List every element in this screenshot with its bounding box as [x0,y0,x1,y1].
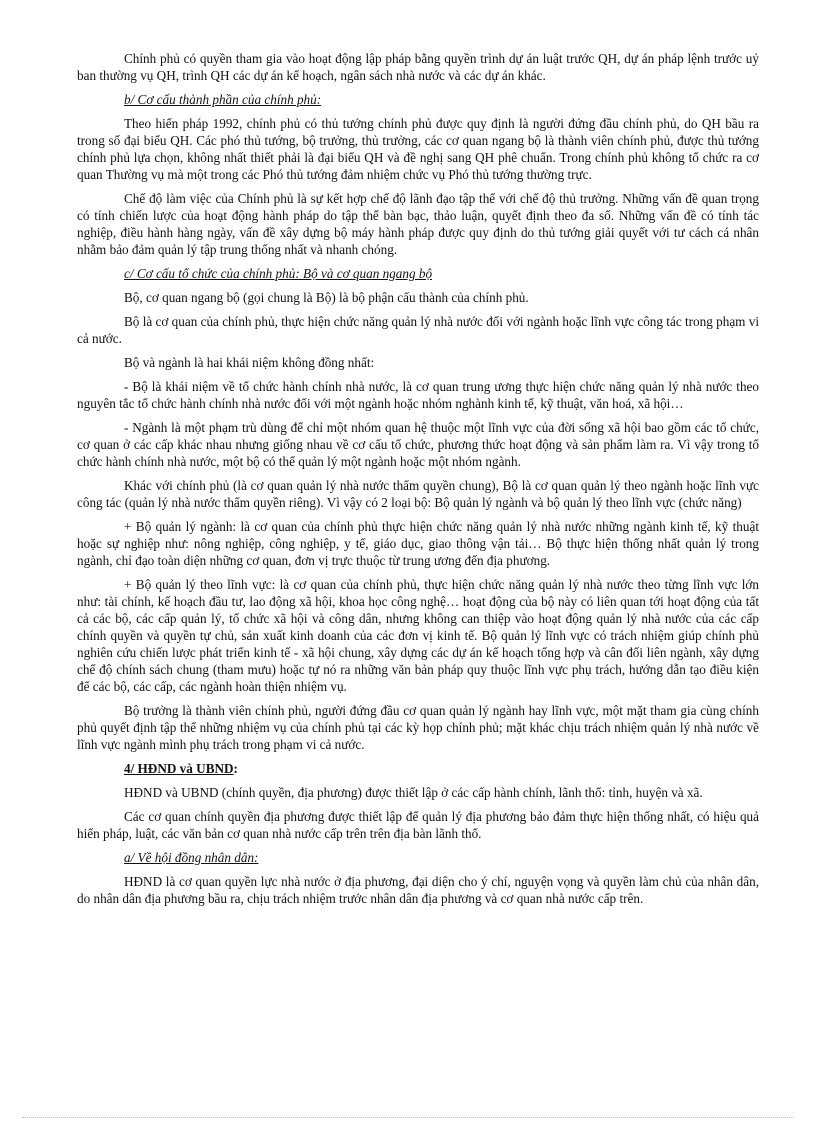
paragraph: Bộ, cơ quan ngang bộ (gọi chung là Bộ) là bộ phận cấu thành của chính phủ. [124,290,529,305]
paragraph: + Bộ quản lý ngành: là cơ quan của chính phủ thực hiện chức năng quản lý nhà nước những ngành kinh tế, kỹ thuật hoặc sự nghiệp như: nông nghiệp, công nghiệp, y tế, giáo dục, giao thông vận tải… Bộ thực hiện thống nhất quản lý trong ngành, chỉ đạo toàn diện những cơ quan, đơn vị trực thuộc từ trung ương đến địa phương. [77,519,759,568]
section-heading-b: b/ Cơ cấu thành phần của chính phủ: [124,92,322,107]
paragraph: Chính phủ có quyền tham gia vào hoạt động lập pháp bằng quyền trình dự án luật trước QH, dự án pháp lệnh trước uỷ ban thường vụ QH, trình QH các dự án kế hoạch, ngân sách nhà nước và các dự án khác. [77,51,759,83]
paragraph: Bộ là cơ quan của chính phủ, thực hiện chức năng quản lý nhà nước đối với ngành hoặc lĩnh vực công tác trong phạm vi cả nước. [77,314,759,346]
section-heading-4-colon: : [233,761,238,776]
paragraph: + Bộ quản lý theo lĩnh vực: là cơ quan của chính phủ, thực hiện chức năng quản lý nhà nước theo từng lĩnh vực lớn như: tài chính, kế hoạch đầu tư, lao động xã hội, khoa học công nghệ… hoạt động của bộ này có liên quan tới hoạt động của tất cả các bộ, các cấp quản lý, tổ chức xã hội và công dân, nhưng không can thiệp vào hoạt động quản lý nhà nước của các cấp chính quyền và quyền tự chủ, sản xuất kinh doanh của các đơn vị kinh tế. Bộ quản lý lĩnh vực có trách nhiệm giúp chính phủ nghiên cứu chiến lược phát triển kinh tế - xã hội chung, xây dựng các dự án kế hoạch tổng hợp và cân đối liên ngành, xây dựng chế độ chính sách chung (tham mưu) hoặc tự nó ra những văn bản pháp quy thuộc lĩnh vực phụ trách, hướng dẫn tạo điều kiện để các bộ, các cấp, các ngành hoàn thiện nhiệm vụ. [77,577,759,694]
paragraph: - Ngành là một phạm trù dùng để chỉ một nhóm quan hệ thuộc một lĩnh vực của đời sống xã hội bao gồm các tổ chức, cơ quan ở các cấp khác nhau nhưng giống nhau về cơ cấu tổ chức, phương thức hoạt động và sản phẩm làm ra. Vì vậy trong tổ chức hành chính nhà nước, một bộ có thể quản lý một ngành hoặc một nhóm ngành. [77,420,759,469]
paragraph: HĐND và UBND (chính quyền, địa phương) được thiết lập ở các cấp hành chính, lãnh thổ: tỉnh, huyện và xã. [124,785,703,800]
paragraph: Bộ và ngành là hai khái niệm không đồng nhất: [124,355,375,370]
section-heading-c: c/ Cơ cấu tổ chức của chính phủ: Bộ và cơ quan ngang bộ [124,266,433,281]
section-heading-4-title: 4/ HĐND và UBND [124,761,234,776]
section-heading-4 [77,760,759,777]
paragraph: Theo hiến pháp 1992, chính phủ có thủ tướng chính phủ được quy định là người đứng đầu chính phủ, do QH bầu ra trong số đại biểu QH. Các phó thủ tướng, bộ trưởng, thủ trưởng, các cơ quan ngang bộ là thành viên chính phủ, được thủ tướng chính phủ lựa chọn, không nhất thiết phải là đại biểu QH và đề nghị sang QH phê chuẩn. Trong chính phủ không tổ chức ra cơ quan Thường vụ mà một trong các Phó thủ tướng đảm nhiệm chức vụ Phó thủ tướng thường trực. [77,116,759,182]
paragraph: - Bộ là khái niệm về tổ chức hành chính nhà nước, là cơ quan trung ương thực hiện chức năng quản lý nhà nước theo nguyên tắc tổ chức hành chính nhà nước đối với một ngành hoặc nhóm nghành kinh tế, kỹ thuật, văn hoá, xã hội… [77,379,759,411]
section-heading-a: a/ Về hội đồng nhân dân: [124,850,259,865]
paragraph: Các cơ quan chính quyền địa phương được thiết lập để quản lý địa phương bảo đảm thực hiện thống nhất, có hiệu quả hiến pháp, luật, các văn bản cơ quan nhà nước cấp trên trên địa bàn lãnh thổ. [77,809,759,841]
paragraph: Chế độ làm việc của Chính phủ là sự kết hợp chế độ lãnh đạo tập thể với chế độ thủ trưởng. Những vấn đề quan trọng có tính chiến lược của hoạt động hành pháp do tập thể bàn bạc, thảo luận, quyết định theo đa số. Những vấn đề có tính tác nghiệp, điều hành hàng ngày, vấn đề xây dựng bộ máy hành pháp được quy định do thủ tướng giải quyết với tư cách cá nhân nhằm bảo đảm quản lý tập trung thống nhất và nhanh chóng. [77,191,759,257]
paragraph: Bộ trưởng là thành viên chính phủ, người đứng đầu cơ quan quản lý ngành hay lĩnh vực, một mặt tham gia cùng chính phủ quyết định tập thể những nhiệm vụ của chính phủ tại các kỳ họp chính phủ; mặt khác chịu trách nhiệm quản lý nhà nước về lĩnh vực ngành mình phụ trách trong phạm vi cả nước. [77,703,759,752]
paragraph: HĐND là cơ quan quyền lực nhà nước ở địa phương, đại diện cho ý chí, nguyện vọng và quyền làm chủ của nhân dân, do nhân dân địa phương bầu ra, chịu trách nhiệm trước nhân dân địa phương và cơ quan nhà nước cấp trên. [77,874,759,906]
footer-divider [22,1117,794,1118]
paragraph: Khác với chính phủ (là cơ quan quản lý nhà nước thẩm quyền chung), Bộ là cơ quan quản lý theo ngành hoặc lĩnh vực công tác (quản lý nhà nước thẩm quyền riêng). Vì vậy có 2 loại bộ: Bộ quản lý ngành và bộ quản lý theo lĩnh vực (chức năng) [77,478,759,510]
